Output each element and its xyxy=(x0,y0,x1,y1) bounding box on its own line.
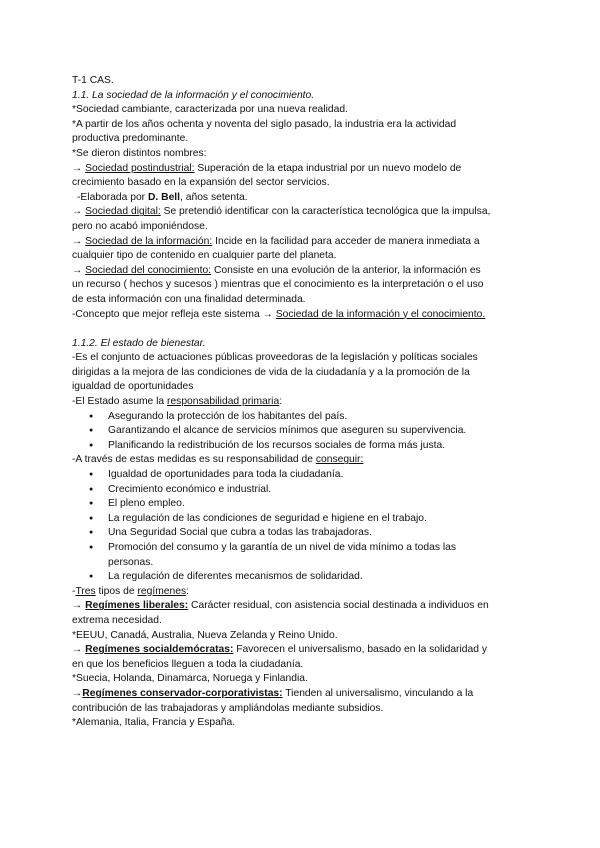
regime-conservative xyxy=(72,687,530,702)
list-item-line: ● Promoción del consumo y la garantía de un nivel de vida mínimo a todas las xyxy=(108,542,456,553)
term-desc: de esta información con una finalidad determinada. xyxy=(72,293,306,305)
term-label: Sociedad de la información: xyxy=(85,235,213,247)
term-label: Sociedad digital: xyxy=(85,206,161,218)
text: -Elaborada por xyxy=(77,191,148,203)
list-item: ● Planificando la redistribución de los recursos sociales de forma más justa. xyxy=(108,439,530,454)
text: -Concepto que mejor refleja este sistema → xyxy=(72,308,276,320)
regime-countries: *Suecia, Holanda, Dinamarca, Noruega y Finlandia. xyxy=(72,673,308,685)
list-item: ● Crecimiento económico e industrial. xyxy=(108,483,530,498)
list-item: ● Asegurando la protección de los habitantes del país. xyxy=(108,410,530,425)
paragraph: *Se dieron distintos nombres: xyxy=(72,147,207,159)
term-desc: pero no acabó imponiéndose. xyxy=(72,220,208,232)
regime-label: Regímenes liberales: xyxy=(85,600,189,612)
section-heading-2: 1.1.2. El estado de bienestar. xyxy=(72,337,206,349)
concept-term: Sociedad de la información y el conocimiento. xyxy=(275,308,486,320)
regime-socialdemocrat xyxy=(72,643,530,658)
term-desc: Se pretendió identificar con la característica tecnológica que la impulsa, xyxy=(160,206,491,218)
regime-label: Regímenes socialdemócratas: xyxy=(85,644,234,656)
concept-line xyxy=(72,308,530,323)
arrow-icon: → xyxy=(72,687,83,699)
term-desc: Superación de la etapa industrial por un nuevo modelo de xyxy=(194,162,462,174)
regime-desc: Tienden al universalismo, vinculando a la xyxy=(282,687,474,699)
bell-line xyxy=(72,191,530,206)
paragraph: dirigidas a la mejora de las condiciones de vida de la ciudadanía y a la promoción de la xyxy=(72,366,470,378)
term-desc: Consiste en una evolución de la anterior, la información es xyxy=(211,264,481,276)
text: , años setenta. xyxy=(180,191,248,203)
term-postindustrial xyxy=(72,162,530,177)
term-digital xyxy=(72,205,530,220)
list-item-line: personas. xyxy=(108,556,154,568)
term-label: Sociedad postindustrial: xyxy=(85,162,195,174)
regime-desc: Favorecen el universalismo, basado en la solidaridad y xyxy=(233,644,487,656)
regime-liberal xyxy=(72,599,530,614)
text: : xyxy=(186,585,189,597)
arrow-icon: → xyxy=(72,600,83,612)
term-desc: un recurso ( hechos y sucesos ) mientras que el conocimiento es la interpretación o el uso xyxy=(72,279,484,291)
regime-desc: Carácter residual, con asistencia social destinada a individuos en xyxy=(188,600,489,612)
paragraph: -Es el conjunto de actuaciones públicas proveedoras de la legislación y políticas sociales xyxy=(72,352,478,364)
responsibility-line xyxy=(72,395,530,410)
list-item: ● La regulación de las condiciones de seguridad e higiene en el trabajo. xyxy=(108,512,530,527)
arrow-icon: → xyxy=(72,644,83,656)
paragraph: *A partir de los años ochenta y noventa del siglo pasado, la industria era la actividad xyxy=(72,118,457,130)
doc-title: T-1 CAS. xyxy=(72,75,114,86)
paragraph: igualdad de oportunidades xyxy=(72,381,194,393)
document-page xyxy=(72,74,530,731)
text: tipos de xyxy=(95,585,138,597)
regime-desc: contribución de las trabajadoras y ampliándolas mediante subsidios. xyxy=(72,702,384,714)
regime-label: Regímenes conservador-corporativistas: xyxy=(82,687,283,699)
list-item xyxy=(108,541,530,570)
term-conocimiento xyxy=(72,264,530,279)
underlined-term: responsabilidad primaria xyxy=(167,396,280,408)
regime-desc: extrema necesidad. xyxy=(72,614,162,626)
text: : xyxy=(279,396,283,408)
author-name: D. Bell xyxy=(147,191,181,203)
underlined-word: Tres xyxy=(75,585,96,597)
regime-desc: en que los beneficios lleguen a toda la ciudadanía. xyxy=(72,658,304,670)
term-informacion xyxy=(72,235,530,250)
arrow-icon: → xyxy=(72,206,83,218)
section-heading-1: 1.1. La sociedad de la información y el conocimiento. xyxy=(72,89,315,101)
underlined-term: conseguir: xyxy=(315,454,364,466)
arrow-icon: → xyxy=(72,162,83,174)
text: -A través de estas medidas es su responsabilidad de xyxy=(72,454,316,466)
term-desc: crecimiento basado en la expansión del sector servicios. xyxy=(72,177,330,189)
regime-countries: *EEUU, Canadá, Australia, Nueva Zelanda y Reino Unido. xyxy=(72,629,338,641)
term-desc: Incide en la facilidad para acceder de manera inmediata a xyxy=(212,235,480,247)
paragraph: *Sociedad cambiante, caracterizada por una nueva realidad. xyxy=(72,104,348,116)
text: - xyxy=(72,585,76,597)
list-item: ● Garantizando el alcance de servicios mínimos que aseguren su supervivencia. xyxy=(108,424,530,439)
paragraph: productiva predominante. xyxy=(72,133,189,145)
text: -El Estado asume la xyxy=(72,396,168,408)
underlined-term: regímenes xyxy=(137,585,187,597)
goals-list xyxy=(72,468,530,585)
term-desc: cualquier tipo de contenido en cualquier parte del planeta. xyxy=(72,250,337,262)
arrow-icon: → xyxy=(72,264,83,276)
list-item: ● Igualdad de oportunidades para toda la ciudadanía. xyxy=(108,468,530,483)
regimes-line xyxy=(72,585,530,600)
list-item: ● La regulación de diferentes mecanismos de solidaridad. xyxy=(108,570,530,585)
regime-countries: *Alemania, Italia, Francia y España. xyxy=(72,717,236,729)
list-item: ● El pleno empleo. xyxy=(108,497,530,512)
responsibility-list xyxy=(72,410,530,454)
term-label: Sociedad del conocimiento: xyxy=(85,264,212,276)
list-item: ● Una Seguridad Social que cubra a todas las trabajadoras. xyxy=(108,526,530,541)
goals-line xyxy=(72,453,530,468)
arrow-icon: → xyxy=(72,235,83,247)
